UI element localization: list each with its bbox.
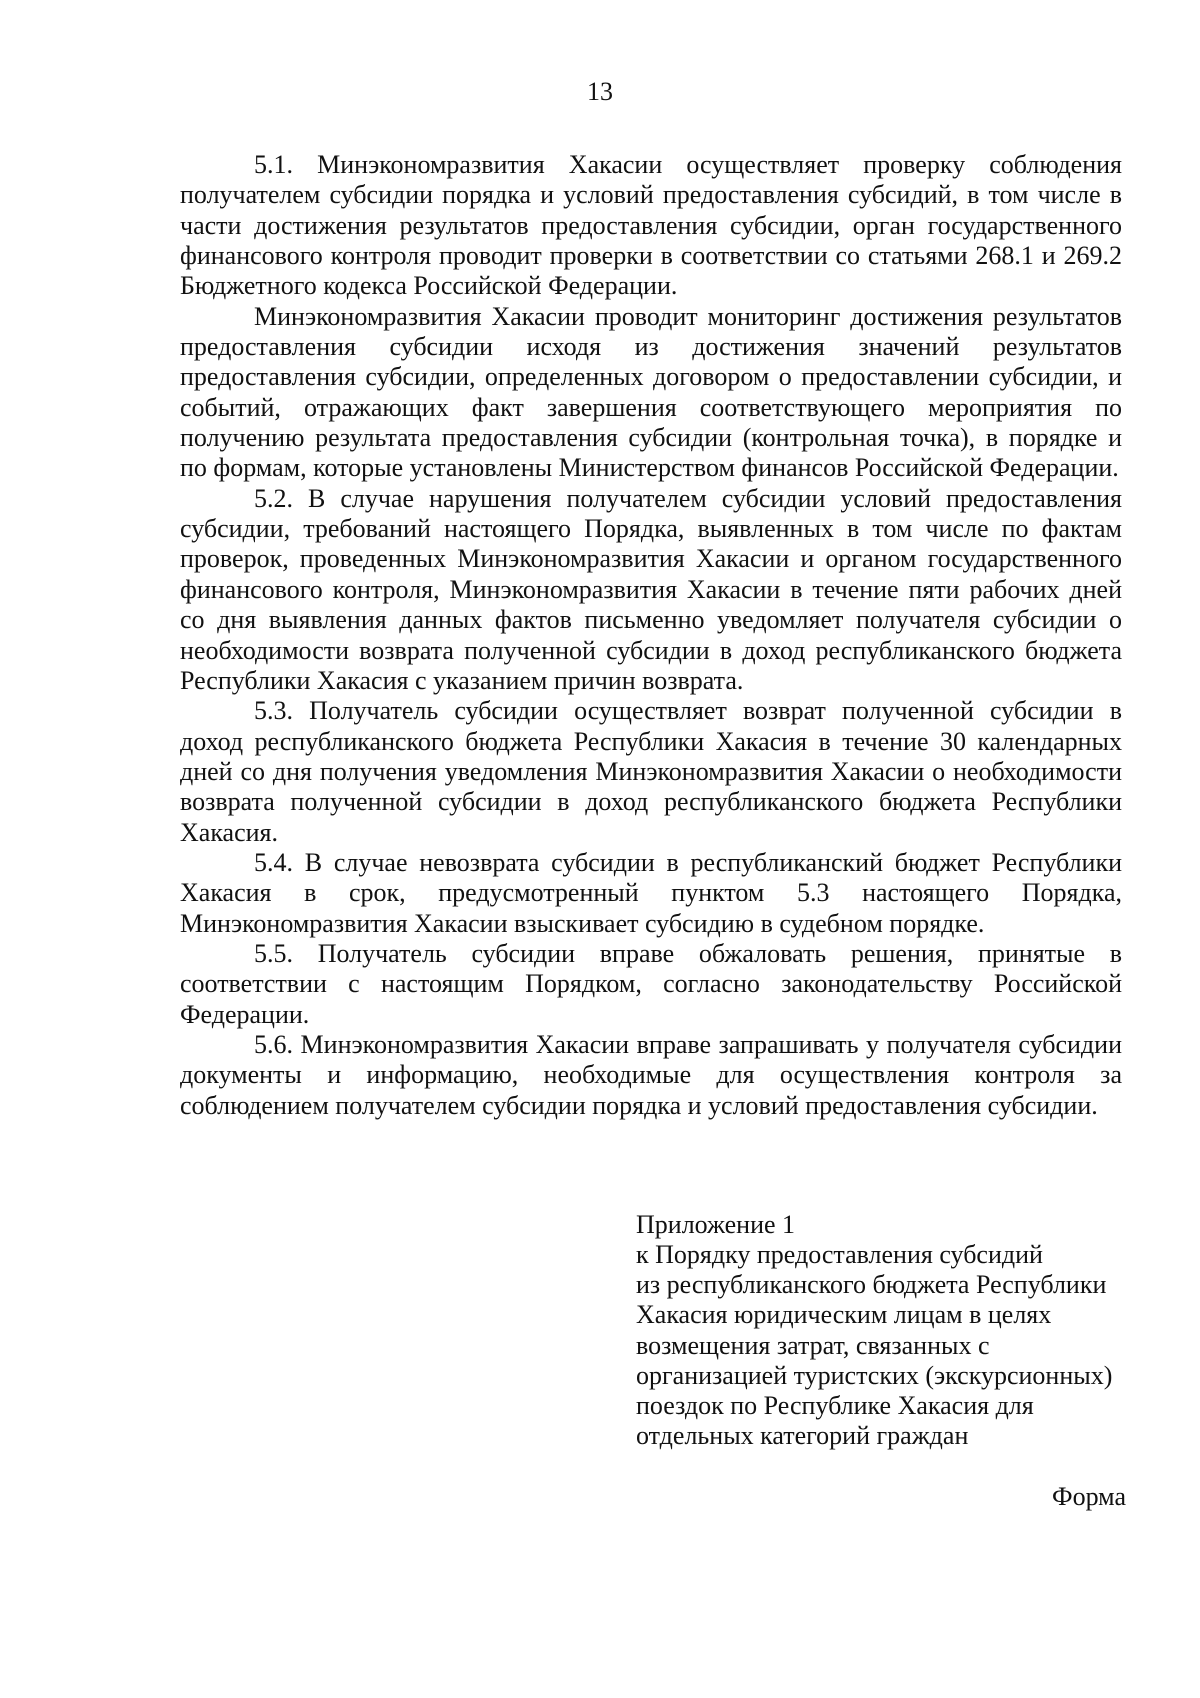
appendix-line: отдельных категорий граждан (636, 1421, 969, 1451)
paragraph-5-1: 5.1. Минэкономразвития Хакасии осуществляет проверку соблюдения получателем субсидии порядка и условий предоставления субсидий, в том числе в части достижения результатов предоставления субсидии, орган государственного финансового контроля проводит проверки в соответствии со статьями 268.1 и 269.2 Бюджетного кодекса Российской Федерации. (180, 150, 1122, 301)
appendix-line: возмещения затрат, связанных с (636, 1330, 990, 1360)
paragraph-monitoring: Минэкономразвития Хакасии проводит мониторинг достижения результатов предоставления субсидии исходя из достижения значений результатов предоставления субсидии, определенных договором о предоставлении субсидии, и событий, отражающих факт завершения соответствующего мероприятия по получению результата предоставления субсидии (контрольная точка), в порядке и по формам, которые установлены Министерством финансов Российской Федерации. (180, 301, 1122, 483)
paragraph-5-2: 5.2. В случае нарушения получателем субсидии условий предоставления субсидии, требований настоящего Порядка, выявленных в том числе по фактам проверок, проведенных Минэкономразвития Хакасии и органом государственного финансового контроля, Минэкономразвития Хакасии в течение пяти рабочих дней со дня выявления данных фактов письменно уведомляет получателя субсидии о необходимости возврата полученной субсидии в доход республиканского бюджета Республики Хакасия с указанием причин возврата. (180, 483, 1122, 695)
appendix-line: организацией туристских (экскурсионных) (636, 1360, 1113, 1390)
paragraph-5-4: 5.4. В случае невозврата субсидии в республиканский бюджет Республики Хакасия в срок, предусмотренный пунктом 5.3 настоящего Порядка, Минэкономразвития Хакасии взыскивает субсидию в судебном порядке. (180, 847, 1122, 938)
paragraph-5-3: 5.3. Получатель субсидии осуществляет возврат полученной субсидии в доход республиканского бюджета Республики Хакасия в течение 30 календарных дней со дня получения уведомления Минэкономразвития Хакасии о необходимости возврата полученной субсидии в доход республиканского бюджета Республики Хакасия. (180, 696, 1122, 847)
appendix-block (636, 1210, 1136, 1451)
paragraph-5-6: 5.6. Минэкономразвития Хакасии вправе запрашивать у получателя субсидии документы и информацию, необходимые для осуществления контроля за соблюдением получателем субсидии порядка и условий предоставления субсидии. (180, 1029, 1122, 1120)
appendix-line: из республиканского бюджета Республики (636, 1270, 1107, 1300)
form-label: Форма (1052, 1482, 1126, 1511)
appendix-line: поездок по Республике Хакасия для (636, 1391, 1034, 1421)
appendix-line: Хакасия юридическим лицам в целях (636, 1300, 1052, 1330)
appendix-line: к Порядку предоставления субсидий (636, 1240, 1043, 1269)
document-body (180, 150, 1122, 1121)
appendix-title: Приложение 1 (636, 1210, 796, 1239)
paragraph-5-5: 5.5. Получатель субсидии вправе обжаловать решения, принятые в соответствии с настоящим Порядком, согласно законодательству Российской Федерации. (180, 938, 1122, 1029)
page-number: 13 (587, 77, 613, 106)
